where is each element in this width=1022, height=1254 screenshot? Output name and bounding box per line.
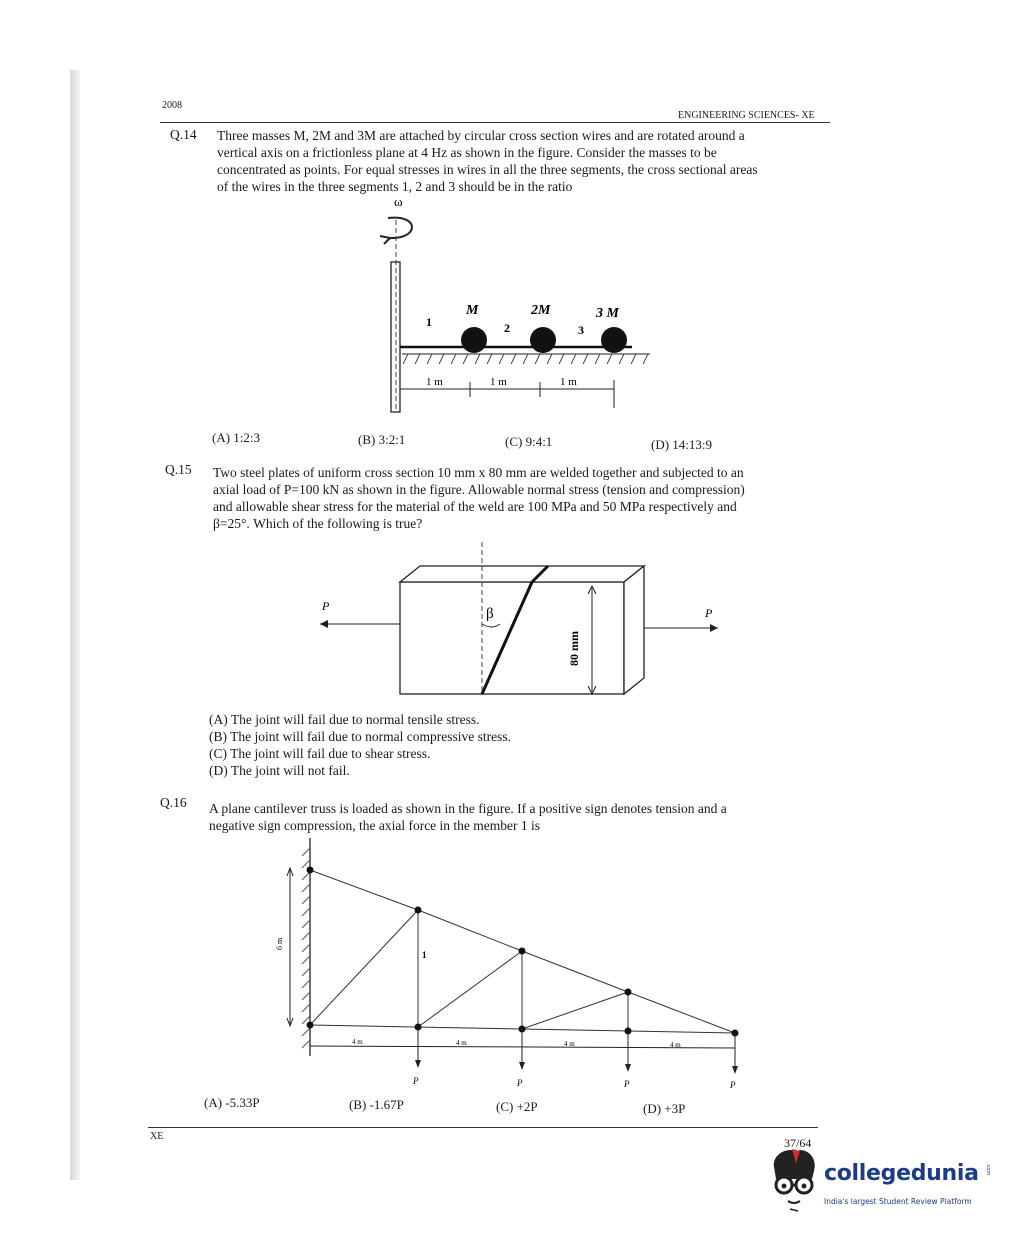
q14-omega: ω (394, 194, 403, 209)
panel-label-3: 4 m (564, 1040, 575, 1048)
q14-option-d: (D) 14:13:9 (651, 437, 713, 452)
load-label-4: P (730, 1080, 736, 1090)
load-arrows-icon (418, 1027, 735, 1072)
segment-label-3: 3 (578, 323, 584, 337)
q14-option-c: (C) 9:4:1 (505, 434, 553, 449)
segment-label-2: 2 (504, 321, 510, 335)
q16-line-2: negative sign compression, the axial force in the member 1 is (209, 818, 541, 833)
q14-text (217, 127, 821, 195)
q15-option-d: (D) The joint will not fail. (209, 763, 350, 778)
brand-suffix: .com (985, 1163, 991, 1176)
load-label-2: P (517, 1078, 523, 1088)
q15-line-3: and allowable shear stress for the material of the weld are 100 MPa and 50 MPa respectively and (213, 499, 737, 514)
q16-line-1: A plane cantilever truss is loaded as shown in the figure. If a positive sign denotes tension and a (209, 801, 727, 816)
q15-option-c: (C) The joint will fail due to shear stress. (209, 746, 431, 761)
segment-label-1: 1 (426, 315, 432, 329)
q15-number: Q.15 (165, 462, 192, 477)
mass-label-m: M (466, 303, 479, 318)
steel-plate-top (400, 566, 644, 582)
panel-label-2: 4 m (456, 1039, 467, 1047)
height-label: 80 mm (567, 631, 581, 666)
q15-line-4: β=25°. Which of the following is true? (213, 516, 423, 531)
mascot-icon (766, 1145, 822, 1215)
dim-label-2: 1 m (490, 376, 507, 388)
q14-number: Q.14 (170, 127, 197, 142)
q14-line-3: concentrated as points. For equal stresses in wires in all the three segments, the cross sectional areas (217, 162, 758, 177)
q16-option-d: (D) +3P (643, 1101, 686, 1116)
rotation-arrow-icon (388, 218, 412, 239)
plane-hatching (403, 354, 648, 364)
panel-label-4: 4 m (670, 1041, 681, 1049)
mass-2m (530, 327, 556, 353)
footer-rule (148, 1127, 818, 1128)
load-label-3: P (624, 1079, 630, 1089)
q15-option-b: (B) The joint will fail due to normal compressive stress. (209, 729, 511, 744)
q14-line-1: Three masses M, 2M and 3M are attached by circular cross section wires and are rotated around a (217, 128, 745, 143)
q15-line-1: Two steel plates of uniform cross section 10 mm x 80 mm are welded together and subjected to an (213, 465, 744, 480)
mass-label-3m: 3 M (596, 306, 619, 321)
footer-page-number: 37/64 (784, 1136, 812, 1150)
footer-left: XE (150, 1131, 164, 1142)
q16-figure (270, 838, 750, 1093)
q15-figure (310, 538, 730, 703)
load-label-right: P (705, 606, 713, 620)
page-edge-shadow (70, 70, 80, 1180)
q16-option-c: (C) +2P (496, 1099, 538, 1114)
dim-label-1: 1 m (426, 376, 443, 388)
panel-label-1: 4 m (352, 1038, 363, 1046)
truss-height-label: 6 m (275, 937, 284, 950)
collegedunia-logo (766, 1145, 996, 1215)
wall-hatching (302, 848, 310, 1048)
brand-tagline: India's largest Student Review Platform (824, 1197, 972, 1206)
mass-m (461, 327, 487, 353)
q16-option-b: (B) -1.67P (349, 1097, 404, 1112)
q14-option-a: (A) 1:2:3 (212, 430, 261, 445)
dim-label-3: 1 m (560, 376, 577, 388)
header-rule (160, 122, 830, 123)
angle-label: β (486, 606, 494, 622)
q14-option-b: (B) 3:2:1 (358, 432, 406, 447)
q15-options (209, 711, 511, 779)
q16-number: Q.16 (160, 795, 187, 810)
q14-line-4: of the wires in the three segments 1, 2 and 3 should be in the ratio (217, 179, 573, 194)
q16-text (209, 800, 815, 834)
mass-3m (601, 327, 627, 353)
steel-plate-front (400, 582, 624, 694)
q14-line-2: vertical axis on a frictionless plane at 4 Hz as shown in the figure. Consider the masses to be (217, 145, 717, 160)
header-year: 2008 (162, 100, 182, 111)
q14-figure (350, 192, 670, 422)
q15-line-2: axial load of P=100 kN as shown in the figure. Allowable normal stress (tension and compression) (213, 482, 745, 497)
header-paper-title: ENGINEERING SCIENCES- XE (678, 110, 815, 121)
brand-name: collegedunia (824, 1161, 979, 1186)
load-label-left: P (322, 599, 330, 613)
steel-plate-side (624, 566, 644, 694)
q15-text (213, 464, 817, 532)
member-1-label: 1 (422, 950, 427, 960)
q15-option-a: (A) The joint will fail due to normal tensile stress. (209, 712, 480, 727)
q16-option-a: (A) -5.33P (204, 1095, 260, 1110)
mass-label-2m: 2M (531, 303, 551, 318)
load-label-1: P (413, 1076, 419, 1086)
